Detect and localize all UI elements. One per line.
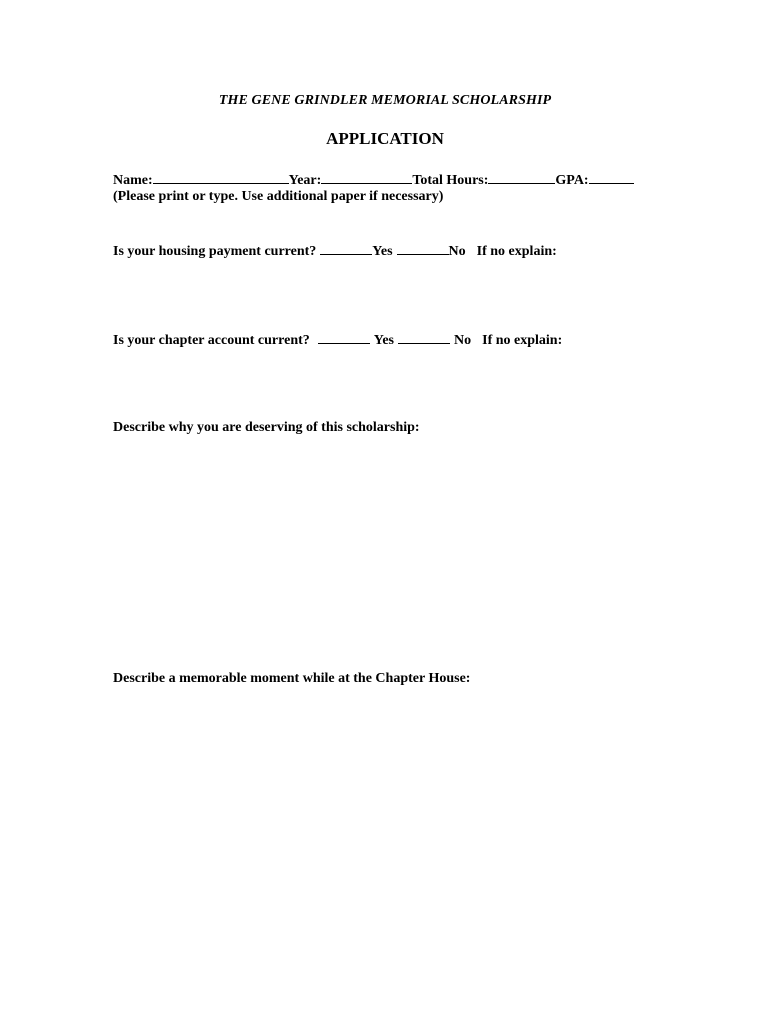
chapter-no-label: No bbox=[454, 333, 472, 348]
chapter-yes-label: Yes bbox=[373, 333, 394, 348]
housing-payment-question-row bbox=[113, 242, 557, 260]
chapter-explain-label: If no explain: bbox=[482, 333, 563, 348]
housing-yes-label: Yes bbox=[372, 244, 393, 259]
year-field[interactable] bbox=[321, 171, 412, 184]
housing-question-label: Is your housing payment current? bbox=[113, 244, 317, 259]
total-hours-field[interactable] bbox=[488, 171, 555, 184]
gpa-label: GPA: bbox=[555, 173, 589, 188]
total-hours-label: Total Hours: bbox=[412, 173, 489, 188]
housing-yes-field[interactable] bbox=[320, 242, 372, 255]
year-label: Year: bbox=[288, 173, 322, 188]
scholarship-title: THE GENE GRINDLER MEMORIAL SCHOLARSHIP bbox=[218, 93, 552, 108]
chapter-account-question-row bbox=[113, 331, 562, 349]
housing-no-label: No bbox=[448, 244, 466, 259]
name-label: Name: bbox=[113, 173, 153, 188]
memorable-moment-prompt: Describe a memorable moment while at the Chapter House: bbox=[113, 671, 471, 686]
chapter-yes-field[interactable] bbox=[318, 331, 370, 344]
deserving-prompt: Describe why you are deserving of this scholarship: bbox=[113, 420, 420, 435]
name-field[interactable] bbox=[153, 171, 289, 184]
applicant-info-row bbox=[113, 171, 634, 189]
chapter-no-field[interactable] bbox=[398, 331, 450, 344]
chapter-question-label: Is your chapter account current? bbox=[113, 333, 310, 348]
housing-no-field[interactable] bbox=[397, 242, 449, 255]
gpa-field[interactable] bbox=[589, 171, 634, 184]
instructions-note: (Please print or type. Use additional paper if necessary) bbox=[113, 189, 444, 204]
application-heading: APPLICATION bbox=[326, 129, 444, 148]
housing-explain-label: If no explain: bbox=[476, 244, 557, 259]
